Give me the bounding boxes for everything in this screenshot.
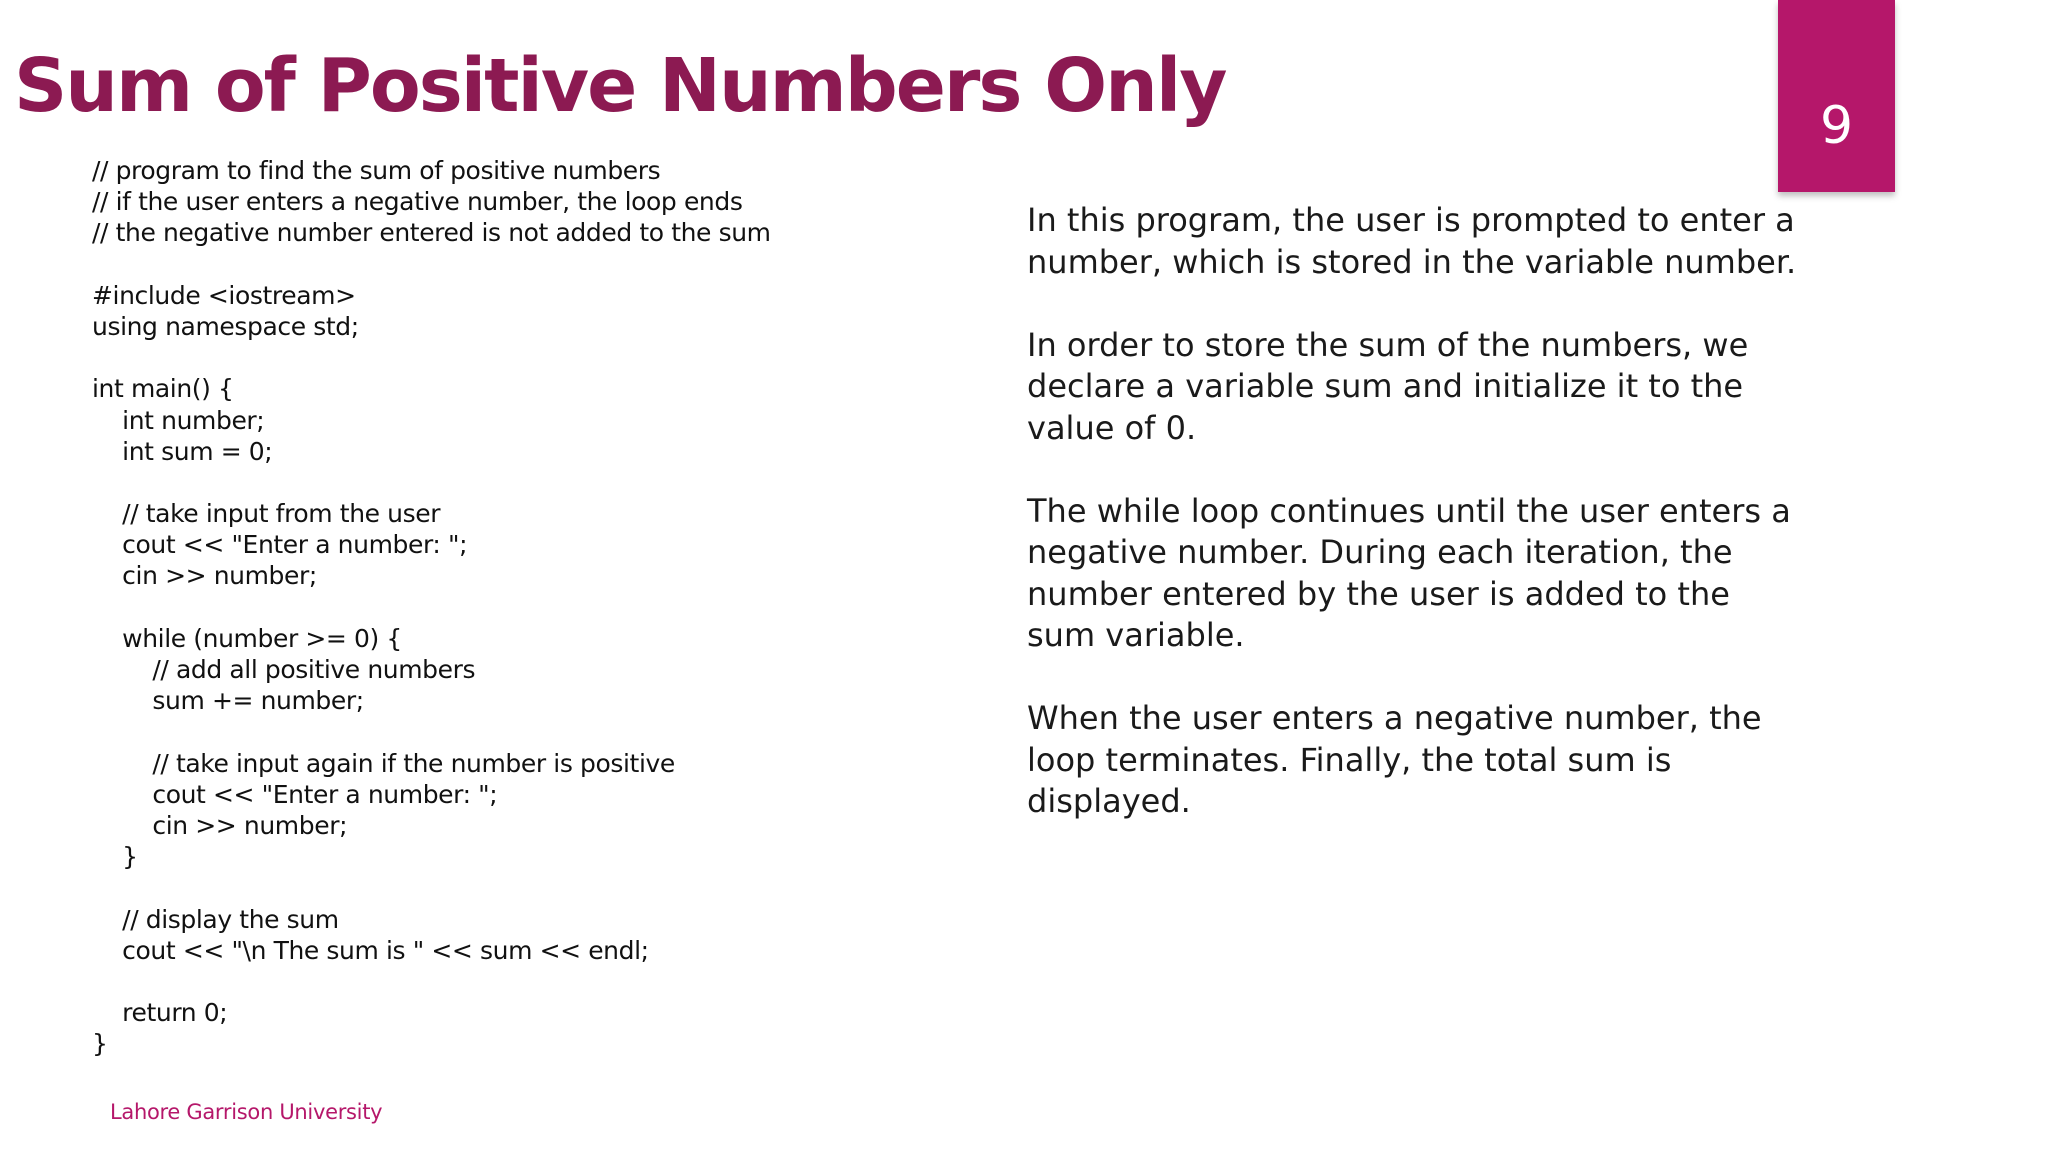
code-line (92, 872, 972, 903)
page-number: 9 (1819, 96, 1854, 156)
code-line: cout << "Enter a number: "; (92, 779, 498, 809)
code-line: return 0; (92, 998, 228, 1028)
slide-title: Sum of Positive Numbers Only (14, 43, 1226, 129)
code-line: cout << "\n The sum is " << sum << endl; (92, 935, 649, 965)
explanation-paragraph: When the user enters a negative number, the loop terminates. Finally, the total sum is displayed. (1027, 699, 1762, 820)
code-line (92, 966, 972, 997)
code-line: cout << "Enter a number: "; (92, 530, 468, 560)
explanation-paragraph: In order to store the sum of the numbers, we declare a variable sum and initialize it to the value of 0. (1027, 325, 1749, 447)
code-line (92, 716, 972, 747)
code-line: // program to find the sum of positive numbers (92, 156, 661, 185)
footer-university-name: Lahore Garrison University (110, 1100, 383, 1124)
code-line: #include <iostream> (92, 280, 356, 310)
code-line: } (92, 1029, 108, 1059)
code-line: // take input from the user (92, 499, 441, 529)
code-line (92, 467, 972, 498)
page-number-tab (1778, 0, 1895, 192)
code-line: int number; (92, 405, 265, 435)
code-line: // take input again if the number is positive (92, 748, 675, 778)
code-line: // if the user enters a negative number, the loop ends (92, 187, 743, 217)
code-line: cin >> number; (92, 561, 317, 591)
explanation-paragraph: In this program, the user is prompted to enter a number, which is stored in the variable number. (1027, 201, 1797, 281)
code-line (92, 342, 972, 373)
code-line: // the negative number entered is not added to the sum (92, 218, 771, 248)
code-line: cin >> number; (92, 810, 348, 840)
code-line: int main() { (92, 374, 234, 404)
code-line: // display the sum (92, 904, 339, 934)
code-line: while (number >= 0) { (92, 623, 402, 653)
code-block (92, 155, 972, 1059)
code-line: int sum = 0; (92, 436, 273, 466)
explanation-paragraph: The while loop continues until the user enters a negative number. During each iteration, the number entered by the user is added to the sum variable. (1027, 491, 1791, 654)
code-line (92, 592, 972, 623)
code-line: } (92, 842, 138, 872)
explanation-text (1027, 200, 1797, 864)
code-line: sum += number; (92, 686, 364, 716)
code-line: // add all positive numbers (92, 655, 476, 684)
code-line: using namespace std; (92, 311, 359, 341)
code-line (92, 249, 972, 280)
